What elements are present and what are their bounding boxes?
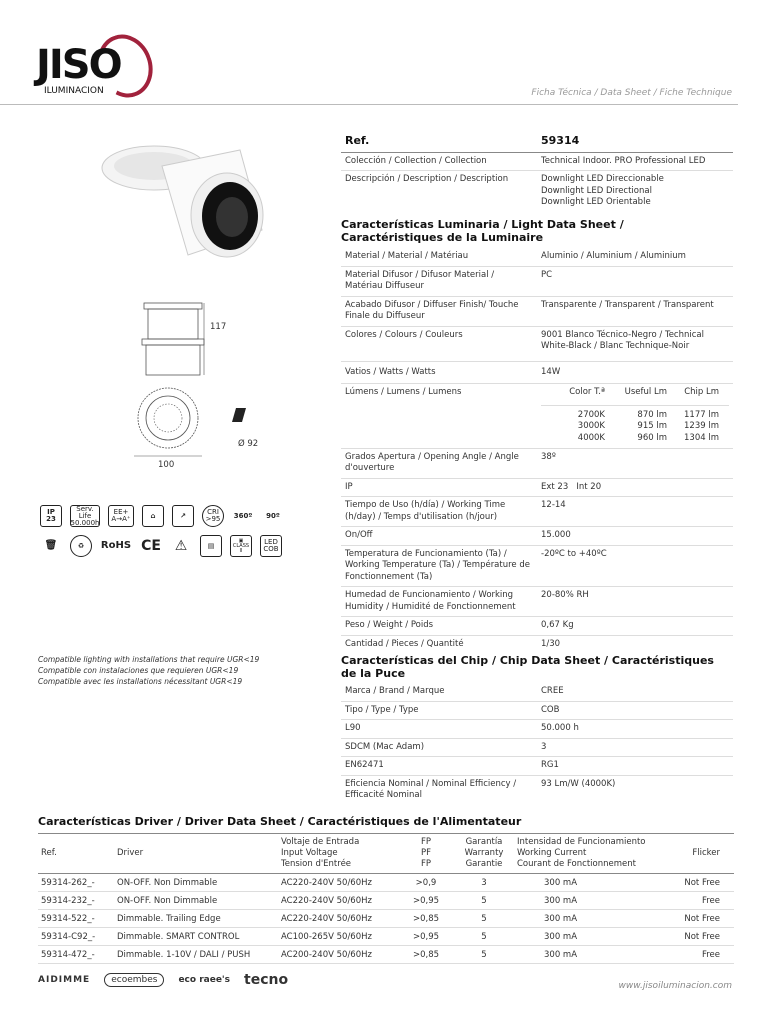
ref-section (341, 131, 733, 212)
lum-row-label: Vatios / Watts / Watts (345, 366, 436, 377)
driver-cell: Not Free (664, 928, 734, 946)
class-ii-icon: ▣ CLASS II (230, 535, 252, 557)
lum-row-label: On/Off (345, 530, 373, 541)
ref-row-label: Colección / Collection / Collection (345, 155, 487, 166)
lumens-cell: 3000K (577, 421, 605, 432)
driver-cell: 59314-232_- (38, 892, 114, 910)
lum-row-value: PC (541, 269, 553, 280)
side-dimension-drawing (138, 295, 248, 385)
lum-row-value: 0,67 Kg (541, 620, 574, 631)
lumens-cell: 1177 lm (684, 409, 719, 420)
warning-icon: ⚠ (174, 538, 188, 554)
chip-row-value: 3 (541, 741, 547, 752)
driver-cell: Dimmable. Trailing Edge (114, 910, 278, 928)
driver-title: Características Driver / Driver Data Sheet / Caractéristiques de l'Alimentateur (38, 815, 522, 828)
driver-cell: 59314-262_- (38, 874, 114, 892)
brand-sub: ILUMINACION (44, 86, 104, 96)
footer-logos (38, 972, 288, 988)
chip-row-value: CREE (541, 686, 564, 697)
ip-ext: Ext 23 (541, 481, 569, 492)
chip-row-label: Tipo / Type / Type (345, 704, 419, 715)
driver-cell: 59314-522_- (38, 910, 114, 928)
lum-row-label: Humedad de Funcionamiento / Working Humidity / Humidité de Fonctionnement (345, 590, 516, 612)
driver-col-current: Intensidad de Funcionamiento Working Current Courant de Fonctionnement (514, 834, 664, 874)
driver-cell: AC220-240V 50/60Hz (278, 910, 398, 928)
driver-header-row (38, 834, 734, 874)
driver-cell: 300 mA (514, 946, 664, 964)
lum-row (341, 362, 733, 384)
ref-label: Ref. (345, 134, 370, 147)
ip-label: IP (345, 481, 353, 492)
lum-row (341, 327, 733, 362)
ref-value: 59314 (541, 134, 580, 147)
ref-row (341, 153, 733, 171)
dimension-diameter: Ø 92 (238, 439, 259, 449)
driver-cell: Dimmable. 1-10V / DALI / PUSH (114, 946, 278, 964)
driver-row (38, 892, 734, 910)
driver-cell: Free (664, 946, 734, 964)
lum-row (341, 617, 733, 635)
service-life-icon: Serv. Life 50.000h (70, 504, 100, 527)
lum-row-value: 9001 Blanco Técnico-Negro / Technical White-Black / Blanc Technique-Noir (541, 329, 704, 352)
lum-row (341, 297, 733, 327)
luminaire-section (341, 218, 733, 653)
lumens-head: Chip Lm (684, 387, 719, 398)
brand-name: JISO (36, 42, 121, 88)
lumens-cell: 870 lm (637, 409, 667, 420)
lum-row (341, 636, 733, 653)
driver-cell: >0,95 (398, 928, 454, 946)
lumens-head: Useful Lm (624, 387, 667, 398)
lum-row (341, 527, 733, 545)
dimmer-icon: ↗ (172, 505, 194, 527)
driver-cell: AC220-240V 50/60Hz (278, 874, 398, 892)
driver-row (38, 910, 734, 928)
certification-icons (40, 505, 310, 565)
lum-row-value: 14W (541, 366, 561, 377)
driver-cell: 5 (454, 928, 514, 946)
driver-cell: >0,85 (398, 910, 454, 928)
tilt-90-icon: 90º (266, 511, 280, 520)
chip-row (341, 720, 733, 738)
weee-bin-icon: 🗑 (44, 540, 58, 551)
chip-section (341, 654, 733, 805)
lumens-label: Lúmens / Lumens / Lumens (345, 387, 462, 398)
driver-cell: Free (664, 892, 734, 910)
lum-row (341, 267, 733, 297)
chip-row (341, 702, 733, 720)
lum-row-value: 1/30 (541, 638, 561, 649)
lumens-cell: 915 lm (637, 421, 667, 432)
driver-cell: 59314-C92_- (38, 928, 114, 946)
chip-row-label: Marca / Brand / Marque (345, 686, 445, 697)
chip-row-label: EN62471 (345, 760, 384, 771)
lum-row (341, 546, 733, 587)
home-icon: ⌂ (142, 505, 164, 527)
doc-subtitle: Ficha Técnica / Data Sheet / Fiche Technique (531, 88, 732, 98)
driver-col-driver: Driver (114, 834, 278, 874)
lumens-cell: 1304 lm (684, 432, 719, 443)
chip-row-label: SDCM (Mac Adam) (345, 741, 425, 752)
product-image-icon (92, 130, 292, 280)
lum-row-value: 12-14 (541, 500, 566, 511)
lumens-head: Color T.ª (569, 387, 605, 398)
driver-cell: AC200-240V 50/60Hz (278, 946, 398, 964)
lum-row-label: Colores / Colours / Couleurs (345, 329, 463, 340)
header-divider (0, 104, 738, 105)
lum-row-label: Peso / Weight / Poids (345, 620, 434, 631)
website-link[interactable]: www.jisoiluminacion.com (618, 981, 732, 991)
installation-icon: ▤ (200, 535, 222, 557)
chip-row (341, 757, 733, 775)
ecoraees-logo: eco raee's (178, 975, 231, 985)
aidimme-logo: AIDIMME (38, 975, 91, 985)
dimension-height: 117 (210, 322, 227, 332)
driver-cell: 5 (454, 892, 514, 910)
lum-row-value: Aluminio / Aluminium / Aluminium (541, 251, 686, 262)
driver-cell: 5 (454, 910, 514, 928)
driver-cell: ON-OFF. Non Dimmable (114, 892, 278, 910)
driver-cell: AC220-240V 50/60Hz (278, 892, 398, 910)
front-dimension-drawing (130, 380, 250, 470)
lumens-cell: 2700K (577, 409, 605, 420)
driver-col-warranty: Garantía Warranty Garantie (454, 834, 514, 874)
chip-row (341, 739, 733, 757)
chip-row-value: 93 Lm/W (4000K) (541, 778, 616, 789)
lum-row-value: 15.000 (541, 530, 571, 541)
luminaire-title: Características Luminaria / Light Data Sheet / Caractéristiques de la Luminaire (341, 218, 624, 245)
driver-col-flicker: Flicker (664, 834, 734, 874)
driver-cell: >0,9 (398, 874, 454, 892)
driver-cell: >0,95 (398, 892, 454, 910)
driver-cell: AC100-265V 50/60Hz (278, 928, 398, 946)
ip-row (341, 479, 733, 497)
rohs-icon: RoHS (100, 540, 132, 551)
lum-row-value: 20-80% RH (541, 590, 589, 601)
driver-cell: 300 mA (514, 910, 664, 928)
chip-row (341, 776, 733, 805)
ugr-note-fr: Compatible avec les installations nécessitant UGR<19 (38, 676, 243, 686)
lumens-row (341, 384, 733, 449)
chip-row-value: COB (541, 704, 560, 715)
driver-table (38, 833, 734, 964)
ecoembes-logo: ecoembes (104, 973, 164, 987)
chip-row-label: L90 (345, 723, 361, 734)
lumens-cell: 1239 lm (684, 421, 719, 432)
driver-cell: 59314-472_- (38, 946, 114, 964)
lum-row (341, 497, 733, 527)
rotation-360-icon: 360º (233, 511, 253, 520)
lumens-values (541, 405, 729, 444)
recycle-icon: ♻ (70, 535, 92, 557)
chip-row-label: Eficiencia Nominal / Nominal Efficiency / Efficacité Nominal (345, 778, 517, 801)
driver-cell: 5 (454, 946, 514, 964)
ip-rating-icon: IP 23 (40, 505, 62, 527)
ce-mark-icon: CE (141, 538, 161, 554)
ref-header (341, 131, 733, 153)
tecno-logo: tecno (244, 972, 289, 988)
lumens-table (541, 387, 729, 398)
ref-row-value: Technical Indoor. PRO Professional LED (541, 155, 706, 166)
driver-cell: Not Free (664, 910, 734, 928)
ip-int: Int 20 (576, 481, 602, 492)
driver-cell: ON-OFF. Non Dimmable (114, 874, 278, 892)
ref-row (341, 171, 733, 211)
lum-row (341, 449, 733, 479)
ref-row-value: Downlight LED Direccionable Downlight LED Directional Downlight LED Orientable (541, 174, 664, 208)
driver-cell: 3 (454, 874, 514, 892)
lum-row (341, 248, 733, 266)
dimension-width: 100 (158, 460, 175, 470)
lum-row-label: Temperatura de Funcionamiento (Ta) / Working Temperature (Ta) / Température de Fonctionnement (Ta) (345, 548, 530, 582)
cri-icon: CRI >95 (202, 505, 224, 527)
driver-col-ref: Ref. (38, 834, 114, 874)
lum-row-label: Cantidad / Pieces / Quantité (345, 638, 464, 649)
lum-row-value: -20ºC to +40ºC (541, 548, 607, 559)
driver-row (38, 946, 734, 964)
driver-col-voltage: Voltaje de Entrada Input Voltage Tension d'Entrée (278, 834, 398, 874)
lum-row-label: Material / Material / Matériau (345, 251, 469, 262)
lum-row-label: Acabado Difusor / Diffuser Finish/ Touche Finale du Diffuseur (345, 299, 519, 322)
energy-class-icon: EE+ A→A⁺ (108, 505, 134, 527)
lum-row-label: Tiempo de Uso (h/día) / Working Time (h/day) / Temps d'utilisation (h/jour) (345, 500, 506, 522)
lum-row (341, 587, 733, 617)
chip-title: Características del Chip / Chip Data Sheet / Caractéristiques de la Puce (341, 654, 714, 681)
led-cob-icon: LED COB (260, 535, 282, 557)
chip-row-value: 50.000 h (541, 723, 579, 734)
ugr-note (38, 655, 259, 688)
driver-cell: 300 mA (514, 928, 664, 946)
ref-row-label: Descripción / Description / Description (345, 174, 509, 185)
chip-row (341, 683, 733, 701)
driver-row (38, 874, 734, 892)
lum-row-label: Grados Apertura / Opening Angle / Angle d'ouverture (345, 452, 519, 474)
lum-row-value: 38º (541, 452, 556, 462)
ugr-note-en: Compatible lighting with installations that require UGR<19 (38, 655, 260, 664)
brand-logo (36, 34, 146, 104)
driver-cell: Not Free (664, 874, 734, 892)
driver-cell: 300 mA (514, 892, 664, 910)
lumens-cell: 4000K (577, 432, 605, 443)
chip-row-value: RG1 (541, 760, 559, 771)
lum-row-label: Material Difusor / Difusor Material / Matériau Diffuseur (345, 269, 495, 292)
ugr-note-es: Compatible con instalaciones que requieren UGR<19 (38, 665, 239, 675)
driver-row (38, 928, 734, 946)
lumens-cell: 960 lm (637, 432, 667, 443)
driver-cell: >0,85 (398, 946, 454, 964)
driver-cell: 300 mA (514, 874, 664, 892)
driver-col-pf: FP PF FP (398, 834, 454, 874)
driver-cell: Dimmable. SMART CONTROL (114, 928, 278, 946)
lum-row-value: Transparente / Transparent / Transparent (541, 299, 714, 310)
